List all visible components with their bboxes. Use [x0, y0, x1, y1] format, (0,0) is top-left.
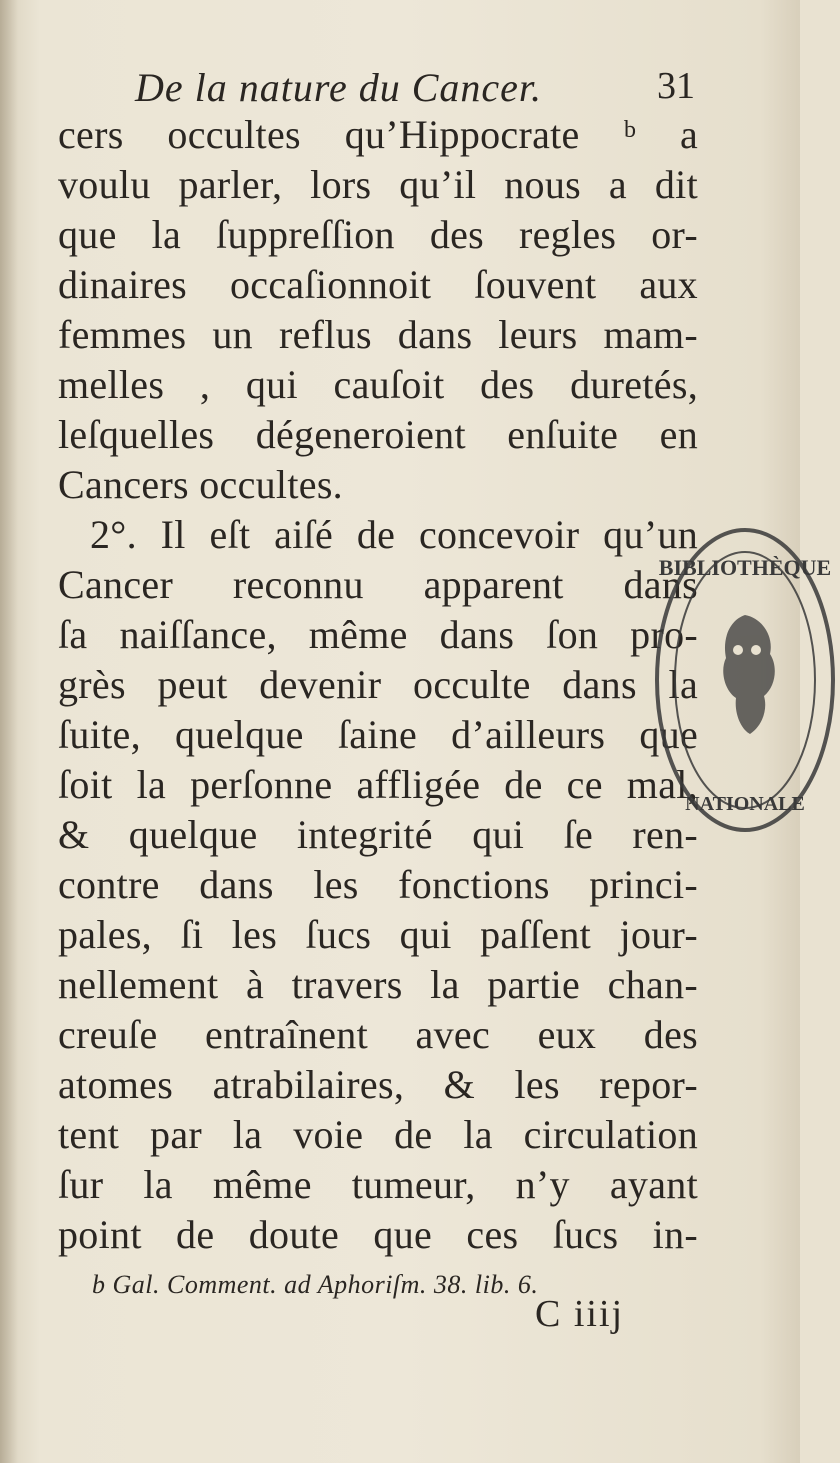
library-stamp [650, 520, 840, 840]
running-title: De la nature du Cancer. [135, 65, 543, 110]
text-line: voulu parler, lors qu’il nous a dit [58, 162, 698, 207]
text-line: ſuite, quelque ſaine d’ailleurs que [58, 712, 698, 757]
text-line: ſoit la perſonne affligée de ce mal, [58, 762, 698, 807]
text-line: leſquelles dégeneroient enſuite en [58, 412, 698, 457]
page-number: 31 [657, 65, 695, 107]
footnote: b Gal. Comment. ad Aphoriſm. 38. lib. 6. [92, 1270, 539, 1299]
text-line: ſa naiſſance, même dans ſon pro- [58, 612, 698, 657]
text-line: nellement à travers la partie chan- [58, 962, 698, 1007]
stamp-top-text: BIBLIOTHÈQUE [658, 555, 832, 580]
text-line: melles , qui cauſoit des duretés, [58, 362, 698, 407]
text-line: Cancer reconnu apparent dans [58, 562, 698, 607]
text-line: creuſe entraînent avec eux des [58, 1012, 698, 1057]
gutter-shadow [0, 0, 18, 1463]
text-line: Cancers occultes. [58, 462, 343, 507]
text-line: grès peut devenir occulte dans la [58, 662, 698, 707]
text-line: point de doute que ces ſucs in- [58, 1212, 698, 1257]
text-line: que la ſuppreſſion des regles or- [58, 212, 698, 257]
text-line: pales, ſi les ſucs qui paſſent jour- [58, 912, 698, 957]
text-line: 2°. Il eſt aiſé de concevoir qu’un [90, 512, 698, 557]
page-header [135, 64, 695, 116]
stamp-seal-icon [650, 520, 840, 840]
body-text [58, 110, 698, 1260]
text-line: dinaires occaſionnoit ſouvent aux [58, 262, 698, 307]
text-line: ſur la même tumeur, n’y ayant [58, 1162, 698, 1207]
text-line: contre dans les fonctions princi- [58, 862, 698, 907]
text-line: & quelque integrité qui ſe ren- [58, 812, 698, 857]
stamp-bottom-text: NATIONALE [685, 793, 805, 815]
text-line: atomes atrabilaires, & les repor- [58, 1062, 698, 1107]
text-line: cers occultes qu’Hippocrate ᵇ a [58, 112, 698, 157]
text-line: femmes un reflus dans leurs mam- [58, 312, 698, 357]
text-line: tent par la voie de la circulation [58, 1112, 698, 1157]
signature-mark: C iiij [535, 1293, 625, 1335]
